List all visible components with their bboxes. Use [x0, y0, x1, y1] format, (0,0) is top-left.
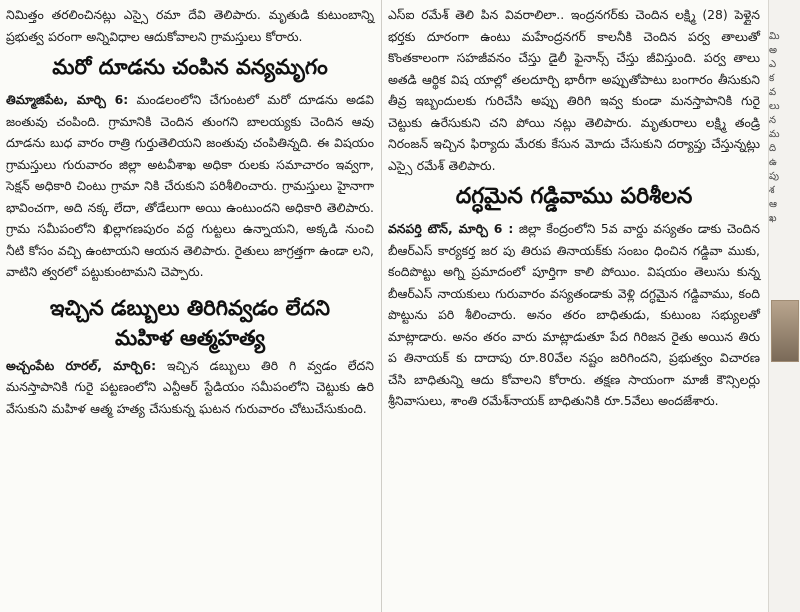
- middle-column: [388, 0, 760, 412]
- article3-headline: దగ్ధమైన గడ్డివాము పరిశీలన: [455, 184, 693, 209]
- fragment: ఎ: [769, 59, 777, 70]
- article3-dateline: వనపర్తి టౌన్, మార్చి 6 :: [388, 221, 514, 236]
- adjacent-photo: [771, 300, 799, 362]
- adjacent-text-fragments: [769, 30, 800, 226]
- article2-headline-line2: మహిళ ఆత్మహత్య: [114, 325, 266, 350]
- fragment: లు: [769, 101, 780, 112]
- fragment: క: [769, 73, 775, 84]
- article1-body: మండలంలోని చేగుంటలో మరో దూడను అడవి జంతువు చంపింది. గ్రామానికి చెందిన తుంగని బాలయ్యకు చెందిన ఆవు దూడను బుధ వారం రాత్రి గుర్తుతెలియని జంతువు చంపితిన్నది. ఈ విషయం గ్రామస్తులు గురువారం జిల్లా అటవీశాఖ అధికా రులకు సమాచారం ఇవ్వగా, సెక్షన్ అధికారి చింటు గ్రామా నికి చేరుకుని పరిశీలించారు. గ్రామస్తులు హైనాగా భావించగా, అది నక్క లేదా, తోడేలుగా అయి ఉంటుందని అధికారి తెలిపారు. గ్రామ సమీపంలోని ఖిల్లాగణపురం వద్ద గుట్టలు ఉన్నాయని, అక్కడి నుంచి నీటి కోసం వచ్చి ఉంటాయని ఆయన తెలిపారు. రైతులు జాగ్రత్తగా ఉండా లని, వాటిని త్వరలో పట్టుకుంటామని చెప్పారు.: [6, 92, 374, 279]
- fragment: ఉ: [769, 157, 777, 168]
- article1-dateline: తిమ్మాజిపేట, మార్చి 6:: [6, 92, 129, 107]
- article3-body: జిల్లా కేంద్రంలోని 5వ వార్డు వస్యతం డాకు చెందిన బీఆర్ఎస్ కార్యకర్త జర పు తిరుప తినాయక్‌కు సంబం ధించిన గడ్డివా ముకు, కందిపొట్టు అగ్ని ప్రమాదంలో పూర్తిగా కాలి పోయిం. విషయం తెలుసు కున్న బీఆర్ఎస్ నాయకులు గురువారం వస్యతండాకు వెళ్లి దగ్ధమైన గడ్డివాము, కంది పొట్టును పరి శీలించారు. అనం తరం బాధితుడు, కుటుంబ సభ్యులతో మాట్లాడారు. అనం తరం వారు మాట్లాడుతూ పేద గిరిజన రైతు అయిన తిరు ప తినాయక్ కు దాదాపు రూ.80వేల నష్టం జరిగిందని, ప్రభుత్వం విచారణ చేసి బాధితున్ని ఆదు కోవాలని కోరారు. తక్షణ సాయంగా మాజీ కౌన్సిలర్లు శ్రీనివాసులు, శాంతి రమేశ్‌నాయక్ బాధితునికి రూ.5వేలు అందజేశారు.: [388, 221, 760, 408]
- fragment: న: [769, 115, 777, 126]
- fragment: మి: [769, 31, 780, 42]
- fragment: ఖ: [769, 213, 777, 224]
- article1-body-paragraph: [6, 89, 374, 283]
- left-column: [6, 0, 374, 419]
- column-divider: [381, 0, 382, 612]
- fragment: మ: [769, 129, 780, 140]
- fragment: ది: [769, 143, 777, 154]
- article1-headline: మరో దూడను చంపిన వన్యమృగం: [52, 55, 328, 79]
- adjacent-page-strip: [768, 0, 800, 612]
- article2-body-paragraph: [6, 355, 374, 420]
- article2-body: ఇచ్చిన డబ్బులు తిరి గి వ్వడం లేదని మనస్తాపానికి గురై పట్టణంలోని ఎన్టీఆర్ స్టేడియం సమీపంలోని చెట్టుకు ఉరి వేసుకుని మహిళ ఆత్మ హత్య చేసుకున్న ఘటన గురువారం చోటుచేసుకుంది.: [6, 357, 374, 416]
- fragment: వ: [769, 87, 777, 98]
- fragment: అ: [769, 45, 777, 56]
- article2-headline-line1: ఇచ్చిన డబ్బులు తిరిగివ్వడం లేదని: [50, 295, 330, 320]
- fragment: శ: [769, 185, 775, 196]
- fragment: ఆ: [769, 199, 777, 210]
- mid-top-paragraph: ఎస్ఐ రమేశ్ తెలి పిన వివరాలిలా.. ఇంద్రనగర్‌కు చెందిన లక్ష్మి (28) పెళ్లైన భర్తకు దూరంగా ఉంటు మహేంద్రనగర్ కాలనీకి చెందిన పర్వ తాలుతో కొంతకాలంగా సహజీవనం చేస్తు డైలీ ఫైనాన్స్ చేస్తు జీవిస్తుంది. పర్వ తాలు అతడి ఆర్థిక విష యాల్లో తలదూర్చి భారీగా అప్పుతోపాటు బంగారం తీసుకుని తీవ్ర ఇబ్బందులకు గురిచేసి అప్పు తిరిగి ఇవ్వ కుండా మనస్తాపానికి గురై చెట్టుకు ఉరేసుకుని చని పోయి నట్లు తెలిపారు. మృతురాలు లక్ష్మి తండ్రి నిరంజన్ ఇచ్చిన ఫిర్యాదు మేరకు కేసున మోదు చేసుకుని దర్యాప్తు చేస్తున్నట్లు ఎస్సై రమేశ్ తెలిపారు.: [388, 7, 760, 173]
- article3-body-paragraph: [388, 218, 760, 412]
- left-top-paragraph: నిమిత్తం తరలించినట్లు ఎస్సై రమా దేవి తెలిపారు. మృతుడి కుటుంబాన్ని ప్రభుత్వ పరంగా అన్నివిధాల ఆదుకోవాలని గ్రామస్తులు కోరారు.: [6, 7, 374, 44]
- fragment: పు: [769, 171, 779, 182]
- article2-dateline: అచ్చంపేట రూరల్, మార్చి6:: [6, 357, 157, 373]
